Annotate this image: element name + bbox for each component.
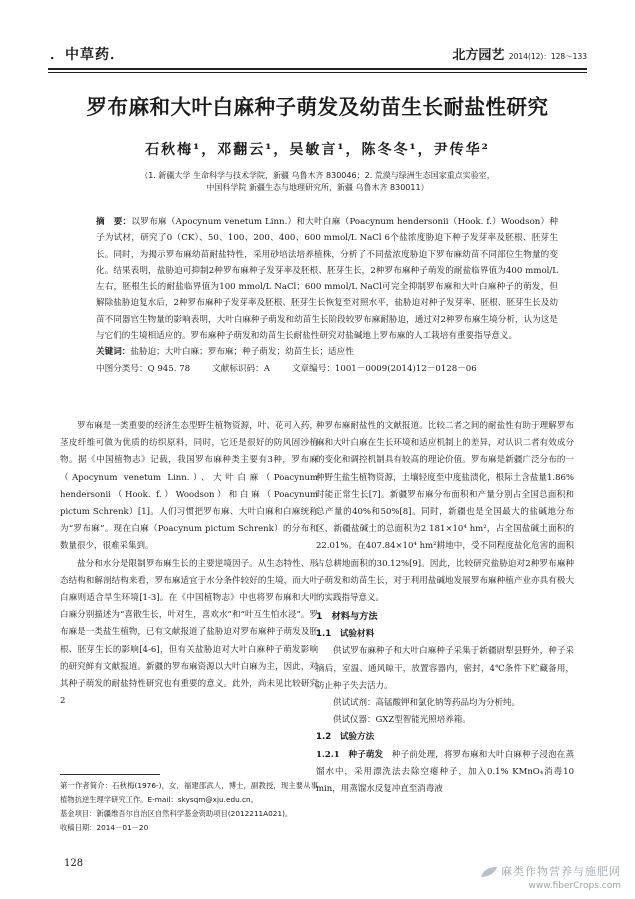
body-right-column xyxy=(316,418,574,798)
affiliations xyxy=(80,170,555,194)
running-header xyxy=(48,38,587,70)
abstract-label: 摘 要： xyxy=(96,217,132,227)
body-paragraph: 种罗布麻耐盐性的文献报道。比较二者之间的耐盐性有助于理解罗布麻和大叶白麻在生长环境和适应机制上的差异，对认识二者有效成分的变化和调控机制具有较高的理论价值。罗布麻是新疆广泛分布的一种野生盐生植物资源，土壤轻度至中度盐渍化，根际土含盐量1.86%时能正常生长[7]。新疆罗布麻分布面积和产量分别占全国总面积和总产量的40%和50%[8]。同时，新疆也是全国最大的盐碱地分布区，新疆盐碱土的总面积为2 181×10⁴ hm²，占全国盐碱土面积的22.01%。在407.84×10⁴ hm²耕地中，受不同程度盐化危害的面积占总耕地面积的30.12%[9]。因此，比较研究盐胁迫对2种罗布麻种子萌发和幼苗生长，对于利用盐碱地发展罗布麻种植产业亦具有极大的实践指导意义。 xyxy=(316,421,574,604)
header-rule-thick xyxy=(48,68,587,70)
header-rule-thin xyxy=(48,72,587,73)
journal-name: 北方园艺 xyxy=(452,48,505,63)
abstract-text: 以罗布麻（Apocynum venetum Linn.）和大叶白麻（Poacynum hendersonii（Hook. f.）Woodson）种子为试材，研究了0（CK）、50、100、200、400、600 mmol/L NaCl 6个盐浓度胁迫下种子发芽率及胚根、胚芽生长。同时，为揭示罗布麻幼苗耐盐特性，采用砂培法培养植株，分析了不同盐浓度胁迫下罗布麻幼苗不同部位生物量的变化。结果表明，盐胁迫可抑制2种罗布麻种子发芽率及胚根、胚芽生长，2种罗布麻种子萌发的耐盐临界值为400 mmol/L左右，胚根生长的耐盐临界值为100 mmol/L NaCl；600 mmol/L NaCl可完全抑制罗布麻和大叶白麻种子的萌发，但解除盐胁迫复水后，2种罗布麻种子发芽率及胚根、胚芽生长恢复至对照水平，盐胁迫对种子发芽率、胚根、胚芽生长及幼苗不同器官生物量的影响表明，大叶白麻种子萌发和幼苗生长阶段较罗布麻耐胁迫，通过对2种罗布麻生境分析，认为这是与它们的生境相适应的。罗布麻种子萌发和幼苗生长耐盐性研究对盐碱地上罗布麻的人工栽培有重要指导意义。 xyxy=(96,217,558,342)
keywords-label: 关键词： xyxy=(96,347,131,358)
clc-number: 中图分类号：Q 945. 78 xyxy=(96,363,191,374)
abstract-block xyxy=(96,214,558,377)
affiliation-line: （1. 新疆大学 生命科学与技术学院，新疆 乌鲁木齐 830046；2. 荒漠与绿洲生态国家重点实验室， xyxy=(140,171,495,180)
article-number: 文章编号：1001－0009(2014)12－0128－06 xyxy=(291,363,477,374)
body-paragraph xyxy=(316,747,574,799)
body-paragraph: 供试罗布麻种子和大叶白麻种子采集于新疆尉犁县野外，种子采摘后，室温、通风晾干，放置容器内，密封，4℃条件下贮藏备用，防止种子失去活力。 xyxy=(316,646,574,691)
footnote-author: 第一作者简介：石秋梅(1976-)，女，福建邵武人，博士，副教授，现主要从事植物抗逆生理学研究工作。E-mail：skysqm@xju.edu.cn。 xyxy=(60,781,318,804)
section-heading: 1 材料与方法 xyxy=(316,611,378,623)
subsection-heading: 1.2 试验方法 xyxy=(316,732,375,743)
subsubsection-heading: 1.2.1 种子萌发 xyxy=(316,749,384,760)
body-paragraph: 供试仪器：GXZ型智能光照培养箱。 xyxy=(333,715,471,726)
footnote-funding: 基金项目：新疆维吾尔自治区自然科学基金资助项目(2012211A021)。 xyxy=(60,809,293,818)
method-text: 种子前处理，将罗布麻和大叶白麻种子浸泡在蒸馏水中，采用漂洗法去除空瘪种子，加入0.1% KMnO₄消毒10 min，用蒸馏水反复冲直至消毒液 xyxy=(316,749,574,795)
body-left-column xyxy=(60,418,318,710)
footnote-received: 收稿日期：2014－01－20 xyxy=(60,823,149,832)
body-paragraph: 罗布麻是一类重要的经济生态型野生植物资源，叶、花可入药，茎皮纤维可做为优质的纺织原料，同时，它还是很好的防风固沙植物。据《中国植物志》记载，我国罗布麻种类主要有3种，罗布麻（Apocynum venetum Linn.）、大叶白麻（Poacynum hendersonii（Hook. f.）Woodson）和白麻（Poacynum pictum Schrenk）[1]。人们习惯把罗布麻、大叶白麻和白麻统称为“罗布麻”。现在白麻（Poacynum pictum Schrenk）的分布和数量很少，很难采集到。 xyxy=(60,421,318,552)
page-number: 128 xyxy=(64,858,84,869)
footnote-block xyxy=(60,779,318,835)
paper-title: 罗布麻和大叶白麻种子萌发及幼苗生长耐盐性研究 xyxy=(86,95,549,119)
watermark-url: www.fiberCrops.com xyxy=(528,881,621,891)
classification-line xyxy=(96,361,558,377)
affiliation-line: 中国科学院 新疆生态与地理研究所，新疆 乌鲁木齐 830011） xyxy=(206,183,429,192)
keywords-text: 盐胁迫；大叶白麻；罗布麻；种子萌发；幼苗生长；适应性 xyxy=(130,347,354,358)
journal-info xyxy=(452,44,587,63)
author-list: 石秋梅¹，邓翻云¹，吴敏言¹，陈冬冬¹，尹传华² xyxy=(145,142,490,158)
section-label: ．中草药． xyxy=(50,47,125,63)
document-code: 文献标识码：A xyxy=(212,363,270,374)
body-paragraph: 供试试剂：高锰酸钾和氯化钠等药品均为分析纯。 xyxy=(333,698,521,709)
watermark xyxy=(480,865,621,893)
leaf-logo-icon xyxy=(480,866,498,878)
journal-citation: 2014(12)：128～133 xyxy=(508,52,587,61)
watermark-title: 麻类作物营养与施肥网 xyxy=(480,865,621,879)
subsection-heading: 1.1 试验材料 xyxy=(316,629,375,640)
footnote-rule xyxy=(60,774,160,775)
body-paragraph: 盐分和水分是限制罗布麻生长的主要逆境因子。从生态特性、形态结构和解剖结构来看，罗布麻适宜于水分条件较好的生境，而大叶白麻则适合旱生环境[1-3]。在《中国植物志》中也将罗布麻和大叶白麻分别描述为“喜散生长，叶对生，喜欢水”和“叶互生怕水浸”。罗布麻是一类盐生植物，已有文献报道了盐胁迫对罗布麻种子萌发及胚根、胚芽生长的影响[4-6]，但有关盐胁迫对大叶白麻种子萌发影响的研究鲜有文献报道。新疆的罗布麻资源以大叶白麻为主，因此，对其种子萌发的耐盐特性研究也有重要的意义。此外，尚未见比较研究2 xyxy=(60,558,318,707)
